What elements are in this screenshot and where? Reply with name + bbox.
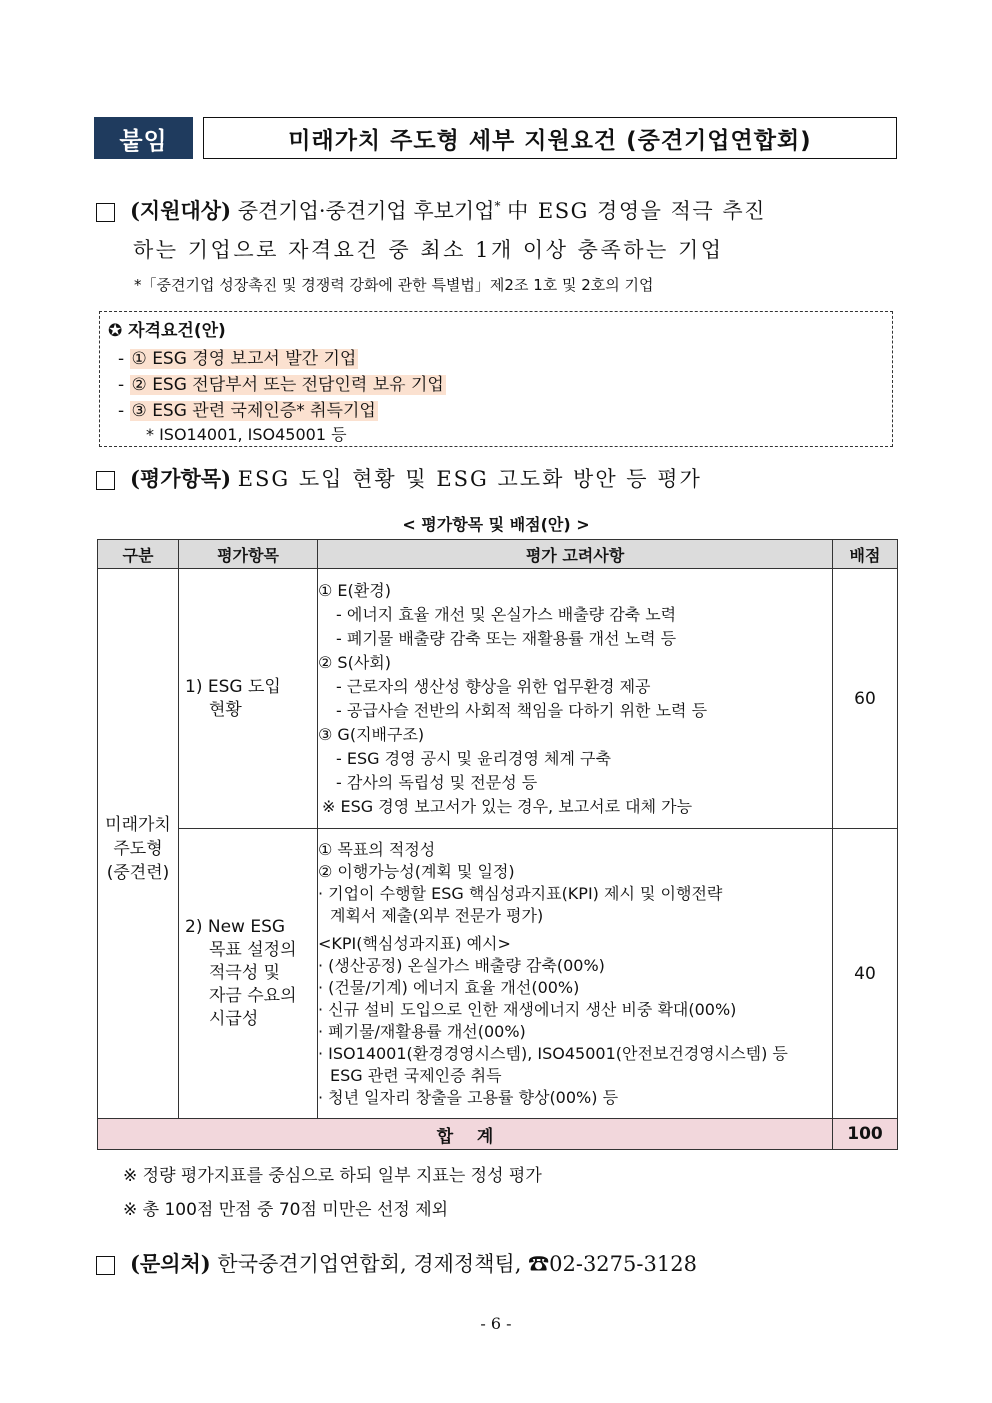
target-text-rest: 中 ESG 경영을 적극 추진 bbox=[507, 199, 766, 223]
header-category: 구분 bbox=[98, 540, 179, 569]
target-line-1 bbox=[130, 195, 766, 225]
details-cell-2: ① 목표의 적정성 ② 이행가능성(계획 및 일정) · 기업이 수행할 ESG 핵심성과지표(KPI) 제시 및 이행전략 계획서 제출(외부 전문가 평가) <KPI(핵심성과지표) 예시> · (생산공정) 온실가스 배출량 감축(00%) · (건물/기계) 에너지 효율 개선(00%) · 신규 설비 도입으로 인한 재생에너지 생산 비중 확대(00%) · 폐기물/재활용률 개선(00%) · ISO14001(환경경영시스템), ISO45001(안전보건경영시스템) 등 ESG 관련 국제인증 취득 · 청년 일자리 창출을 고용률 향상(00%) 등 bbox=[318, 829, 833, 1119]
header-score: 배점 bbox=[833, 540, 898, 569]
target-footnote: *「중견기업 성장촉진 및 경쟁력 강화에 관한 특별법」제2조 1호 및 2호의 기업 bbox=[134, 276, 654, 294]
total-score: 100 bbox=[833, 1119, 898, 1150]
details-cell-1: ① E(환경) - 에너지 효율 개선 및 온실가스 배출량 감축 노력 - 폐기물 배출량 감축 또는 재활용률 개선 노력 등 ② S(사회) - 근로자의 생산성 향상을 위한 업무환경 제공 - 공급사슬 전반의 사회적 책임을 다하기 위한 노력 등 ③ G(지배구조) - ESG 경영 공시 및 윤리경영 체계 구축 - 감사의 독립성 및 전문성 등 ※ ESG 경영 보고서가 있는 경우, 보고서로 대체 가능 bbox=[318, 569, 833, 829]
total-label: 합 계 bbox=[98, 1119, 833, 1150]
item-cell-2: 2) New ESG 목표 설정의 적극성 및 자금 수요의 시급성 bbox=[179, 829, 318, 1119]
table-header-row bbox=[98, 540, 898, 569]
checkbox-contact bbox=[96, 1256, 115, 1275]
target-star: * bbox=[494, 199, 501, 213]
total-row bbox=[98, 1119, 898, 1150]
qualification-item-2: - ② ESG 전담부서 또는 전담인력 보유 기업 bbox=[118, 375, 444, 395]
score-cell-2: 40 bbox=[833, 829, 898, 1119]
page-number: - 6 - bbox=[480, 1314, 512, 1333]
score-cell-1: 60 bbox=[833, 569, 898, 829]
evaluation-text: ESG 도입 현황 및 ESG 고도화 방안 등 평가 bbox=[237, 467, 702, 491]
checkbox-evaluation bbox=[96, 471, 115, 490]
contact-label: (문의처) bbox=[130, 1251, 211, 1276]
evaluation-table bbox=[97, 539, 898, 1150]
checkbox-target bbox=[96, 203, 115, 222]
table-row bbox=[98, 569, 898, 829]
qualification-note: * ISO14001, ISO45001 등 bbox=[146, 425, 347, 444]
header-considerations: 평가 고려사항 bbox=[318, 540, 833, 569]
qualification-box bbox=[99, 311, 893, 447]
item-cell-1: 1) ESG 도입 현황 bbox=[179, 569, 318, 829]
target-text: 중견기업·중견기업 후보기업 bbox=[237, 199, 495, 223]
qualification-title: ✪ 자격요건(안) bbox=[108, 321, 226, 341]
qualification-item-1: - ① ESG 경영 보고서 발간 기업 bbox=[118, 349, 357, 369]
target-line-2: 하는 기업으로 자격요건 중 최소 1개 이상 충족하는 기업 bbox=[133, 238, 724, 262]
evaluation-line bbox=[130, 463, 702, 493]
evaluation-note-1: ※ 정량 평가지표를 중심으로 하되 일부 지표는 정성 평가 bbox=[123, 1166, 542, 1186]
qualification-item-3: - ③ ESG 관련 국제인증* 취득기업 bbox=[118, 401, 376, 421]
contact-line bbox=[130, 1248, 697, 1278]
target-label: (지원대상) bbox=[130, 198, 232, 223]
table-row bbox=[98, 829, 898, 1119]
category-cell: 미래가치 주도형 (중견련) bbox=[98, 569, 179, 1119]
contact-text: 한국중견기업연합회, 경제정책팀, ☎02-3275-3128 bbox=[217, 1252, 697, 1276]
evaluation-note-2: ※ 총 100점 만점 중 70점 미만은 선정 제외 bbox=[123, 1200, 449, 1220]
page-title: 미래가치 주도형 세부 지원요건 (중견기업연합회) bbox=[203, 117, 897, 159]
table-caption: < 평가항목 및 배점(안) > bbox=[402, 515, 590, 534]
attachment-tag: 붙임 bbox=[94, 117, 193, 159]
header-item: 평가항목 bbox=[179, 540, 318, 569]
evaluation-label: (평가항목) bbox=[130, 466, 232, 491]
